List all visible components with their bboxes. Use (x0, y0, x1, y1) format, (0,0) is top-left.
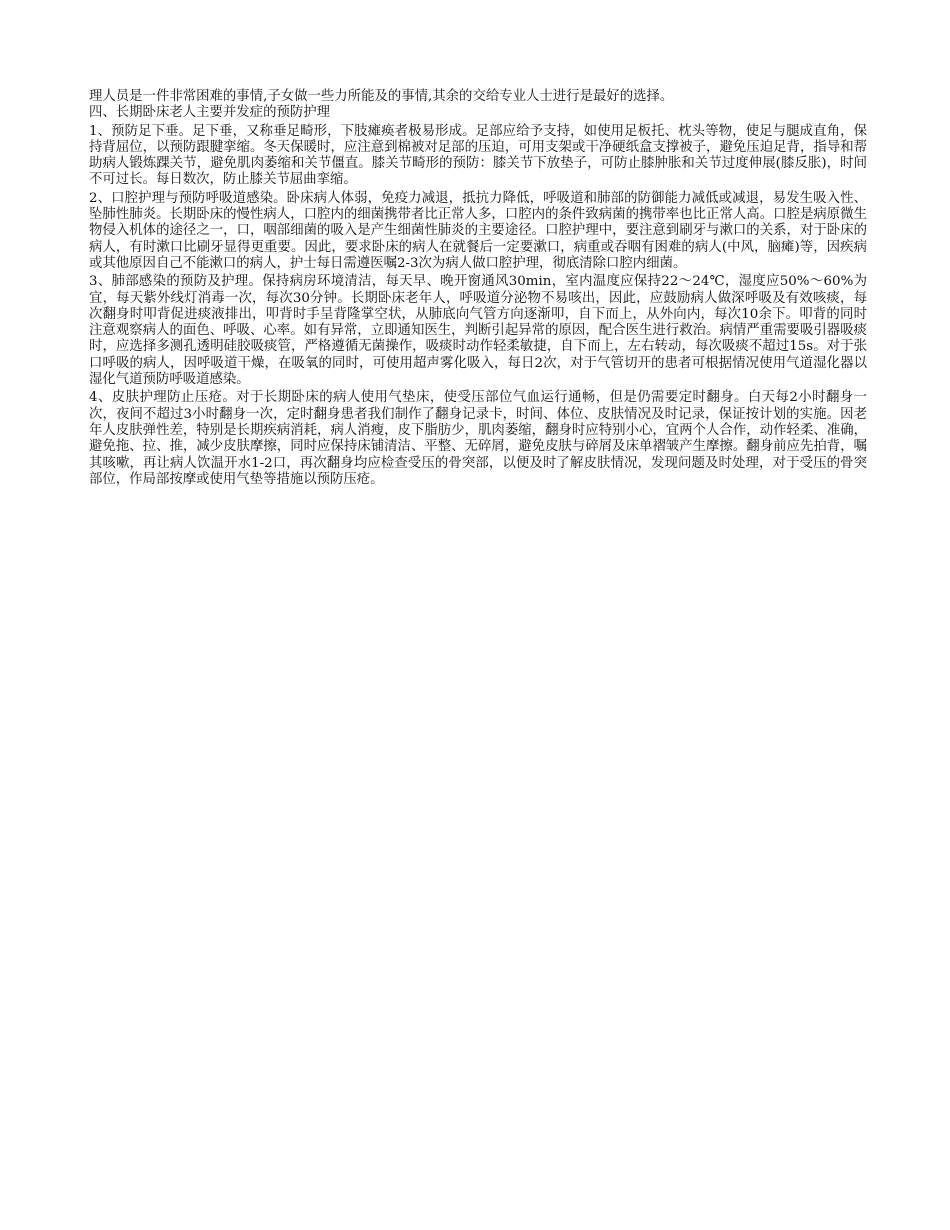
document-body (89, 89, 867, 488)
paragraph-item-2: 2、口腔护理与预防呼吸道感染。卧床病人体弱，免疫力减退，抵抗力降低，呼吸道和肺部的防御能力减低或减退，易发生吸入性、坠肺性肺炎。长期卧床的慢性病人，口腔内的细菌携带者比正常人多，口腔内的条件致病菌的携带率也比正常人高。口腔是病原微生物侵入机体的途径之一，口，咽部细菌的吸入是产生细菌性肺炎的主要途径。口腔护理中，要注意到刷牙与漱口的关系，对于卧床的病人，有时漱口比刷牙显得更重要。因此，要求卧床的病人在就餐后一定要漱口，病重或吞咽有困难的病人(中风，脑瘫)等，因疾病或其他原因自己不能漱口的病人，护士每日需遵医嘱2-3次为病人做口腔护理，彻底清除口腔内细菌。 (89, 190, 867, 271)
section-heading: 四、长期卧床老人主要并发症的预防护理 (89, 105, 331, 121)
paragraph-item-1: 1、预防足下垂。足下垂，又称垂足畸形，下肢瘫痪者极易形成。足部应给予支持，如使用足板托、枕头等物，使足与腿成直角，保持背屈位，以预防跟腱挛缩。冬天保暖时，应注意到棉被对足部的压迫，可用支架或干净硬纸盒支撑被子，避免压迫足背，指导和帮助病人锻炼踝关节，避免肌肉萎缩和关节僵直。膝关节畸形的预防：膝关节下放垫子，可防止膝肿胀和关节过度伸展(膝反胀)，时间不可过长。每日数次，防止膝关节屈曲挛缩。 (89, 123, 867, 188)
paragraph-item-3: 3、肺部感染的预防及护理。保持病房环境清洁，每天早、晚开窗通风30min，室内温度应保持22～24℃，湿度应50%～60%为宜，每天紫外线灯消毒一次，每次30分钟。长期卧床老年人，呼吸道分泌物不易咳出，因此，应鼓励病人做深呼吸及有效咳痰，每次翻身时叩背促进痰液排出，叩背时手呈背隆掌空状，从肺底向气管方向逐渐叩，自下而上，从外向内，每次10余下。叩背的同时注意观察病人的面色、呼吸、心率。如有异常，立即通知医生，判断引起异常的原因，配合医生进行救治。病情严重需要吸引器吸痰时，应选择多测孔透明硅胶吸痰管，严格遵循无菌操作，吸痰时动作轻柔敏捷，自下而上，左右转动，每次吸痰不超过15s。对于张口呼吸的病人，因呼吸道干燥，在吸氧的同时，可使用超声雾化吸入，每日2次，对于气管切开的患者可根据情况使用气道湿化器以湿化气道预防呼吸道感染。 (89, 274, 867, 388)
paragraph-item-4: 4、皮肤护理防止压疮。对于长期卧床的病人使用气垫床，使受压部位气血运行通畅，但是仍需要定时翻身。白天每2小时翻身一次，夜间不超过3小时翻身一次，定时翻身患者我们制作了翻身记录卡，时间、体位、皮肤情况及时记录，保证按计划的实施。因老年人皮肤弹性差，特别是长期疾病消耗，病人消瘦，皮下脂肪少，肌肉萎缩，翻身时应特别小心，宜两个人合作，动作轻柔、准确，避免拖、拉、推，减少皮肤摩擦，同时应保持床铺清洁、平整、无碎屑，避免皮肤与碎屑及床单褶皱产生摩擦。翻身前应先拍背，嘱其咳嗽，再让病人饮温开水1-2口，再次翻身均应检查受压的骨突部，以便及时了解皮肤情况，发现问题及时处理，对于受压的骨突部位，作局部按摩或使用气垫等措施以预防压疮。 (89, 390, 867, 487)
intro-line: 理人员是一件非常困难的事情,子女做一些力所能及的事情,其余的交给专业人士进行是最好的选择。 (89, 89, 674, 104)
